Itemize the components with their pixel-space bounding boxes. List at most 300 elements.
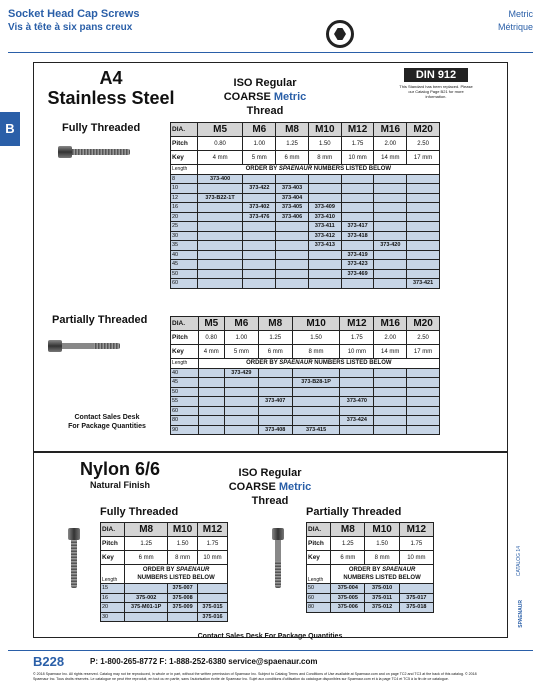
size-header: M10 <box>168 523 198 537</box>
size-header: M12 <box>340 317 374 331</box>
part-number-cell[interactable]: 373-404 <box>276 193 309 203</box>
part-number-cell[interactable]: 375-M01-1P <box>125 603 168 613</box>
part-number-cell <box>308 279 341 289</box>
key-label: Key <box>171 345 199 359</box>
part-number-cell <box>276 174 309 184</box>
footer-legal: © 2018 Spaenaur Inc. All rights reserved. Catalog may not be reproduced, in whole or in part, without the written permission of Spaenaur Inc. Subject to Catalog Terms and Conditions of Use available at Spaenaur.com and on page TC2 and TC3 at the back of this catalog. © 2018 Spaenaur Inc. Tous droits réservés. Le catalogue ne peut être reproduit, en tout ou en partie, sans l'autorisation écrite de Spaenaur Inc. Sujet aux conditions d'utilisation du catalogue disponibles sur Spaenaur.com et à la page TC4 et TC5 à la fin de ce catalogue. <box>33 672 477 681</box>
key-value: 14 mm <box>374 345 407 359</box>
part-number-cell <box>341 193 374 203</box>
key-value: 5 mm <box>243 151 276 165</box>
part-number-cell <box>308 174 341 184</box>
socket-head-icon <box>326 20 354 48</box>
part-number-cell[interactable]: 373-424 <box>340 416 374 426</box>
order-suffix: NUMBERS LISTED BELOW <box>313 166 392 173</box>
part-number-cell[interactable]: 373-407 <box>258 397 292 407</box>
part-number-cell <box>407 368 440 378</box>
nylon-title-finish: Natural Finish <box>89 480 150 490</box>
nylon-partial-pitch-row <box>307 537 434 551</box>
part-number-cell <box>276 222 309 232</box>
part-number-cell <box>374 193 407 203</box>
part-number-cell[interactable]: 373-405 <box>276 203 309 213</box>
part-number-cell <box>198 406 224 416</box>
order-prefix: ORDER BY <box>246 360 278 367</box>
a4-contact-line1: Contact Sales Desk <box>74 414 140 421</box>
table-row <box>171 250 440 260</box>
part-number-cell <box>407 406 440 416</box>
table-row <box>101 584 228 594</box>
length-label: Length <box>171 359 199 369</box>
part-number-cell[interactable]: 375-005 <box>331 593 365 603</box>
header-title-en: Socket Head Cap Screws <box>8 8 140 20</box>
order-suffix: NUMBERS LISTED BELOW <box>314 360 392 367</box>
part-number-cell[interactable]: 373-469 <box>341 269 374 279</box>
part-number-cell <box>308 269 341 279</box>
part-number-cell <box>374 279 407 289</box>
size-header: M12 <box>341 123 374 137</box>
part-number-cell <box>292 387 340 397</box>
length-value: 16 <box>101 593 125 603</box>
dia-label: DIA. <box>307 523 331 537</box>
part-number-cell[interactable]: 373-418 <box>341 231 374 241</box>
part-number-cell[interactable]: 373-402 <box>243 203 276 213</box>
part-number-cell <box>224 397 258 407</box>
key-value: 17 mm <box>407 151 440 165</box>
part-number-cell <box>243 231 276 241</box>
key-value: 14 mm <box>374 151 407 165</box>
pitch-value: 1.75 <box>399 537 433 551</box>
pitch-value: 1.50 <box>308 137 341 151</box>
part-number-cell <box>374 203 407 213</box>
length-value: 80 <box>307 603 331 613</box>
part-number-cell <box>243 269 276 279</box>
part-number-cell <box>276 250 309 260</box>
a4-partial-size-row <box>171 317 440 331</box>
part-number-cell <box>243 222 276 232</box>
part-number-cell <box>198 416 224 426</box>
header-rule <box>8 52 533 53</box>
part-number-cell <box>198 378 224 388</box>
nylon-partially-threaded-screw-icon <box>272 528 284 590</box>
part-number-cell <box>276 231 309 241</box>
order-line2: NUMBERS LISTED BELOW <box>343 575 421 581</box>
key-label: Key <box>101 551 125 565</box>
nylon-iso-spec <box>210 466 330 508</box>
length-value: 60 <box>307 593 331 603</box>
order-prefix: ORDER BY <box>348 567 381 573</box>
table-row <box>171 406 440 416</box>
part-number-cell <box>197 269 243 279</box>
part-number-cell[interactable]: 373-476 <box>243 212 276 222</box>
key-value: 4 mm <box>198 345 224 359</box>
length-value: 15 <box>101 584 125 594</box>
key-value: 6 mm <box>276 151 309 165</box>
part-number-cell <box>258 387 292 397</box>
part-number-cell <box>399 584 433 594</box>
part-number-cell[interactable]: 375-007 <box>168 584 198 594</box>
pitch-value: 1.75 <box>341 137 374 151</box>
pitch-value: 1.50 <box>365 537 399 551</box>
length-value: 20 <box>101 603 125 613</box>
table-row <box>101 612 228 622</box>
part-number-cell[interactable]: 373-420 <box>374 241 407 251</box>
part-number-cell <box>197 222 243 232</box>
size-header: M20 <box>407 123 440 137</box>
part-number-cell[interactable]: 373-419 <box>341 250 374 260</box>
part-number-cell <box>168 612 198 622</box>
part-number-cell <box>198 397 224 407</box>
part-number-cell <box>374 250 407 260</box>
pitch-label: Pitch <box>101 537 125 551</box>
part-number-cell[interactable]: 375-017 <box>399 593 433 603</box>
part-number-cell[interactable]: 375-015 <box>198 603 228 613</box>
length-value: 8 <box>171 174 198 184</box>
part-number-cell <box>276 241 309 251</box>
a4-fully-threaded-label: Fully Threaded <box>62 122 141 134</box>
part-number-cell[interactable]: 375-008 <box>168 593 198 603</box>
nylon-full-pitch-row <box>101 537 228 551</box>
part-number-cell <box>407 250 440 260</box>
part-number-cell[interactable]: 375-012 <box>365 603 399 613</box>
table-row <box>171 397 440 407</box>
pitch-value: 2.00 <box>374 331 407 345</box>
part-number-cell[interactable]: 373-412 <box>308 231 341 241</box>
part-number-cell <box>197 279 243 289</box>
part-number-cell[interactable]: 373-411 <box>308 222 341 232</box>
section-tab-b[interactable]: B <box>0 112 20 146</box>
size-header: M12 <box>198 523 228 537</box>
a4-partially-threaded-table <box>170 316 440 435</box>
part-number-cell[interactable]: 373-410 <box>308 212 341 222</box>
table-row <box>307 593 434 603</box>
a4-partial-key-row <box>171 345 440 359</box>
pitch-value: 1.25 <box>331 537 365 551</box>
pitch-value: 0.80 <box>198 331 224 345</box>
part-number-cell <box>407 269 440 279</box>
part-number-cell <box>374 212 407 222</box>
part-number-cell <box>374 406 407 416</box>
part-number-cell[interactable]: 375-010 <box>365 584 399 594</box>
part-number-cell[interactable]: 373-429 <box>224 368 258 378</box>
table-row <box>171 260 440 270</box>
nylon-iso-line: ISO Regular <box>238 467 302 479</box>
length-value: 10 <box>171 184 198 194</box>
nylon-coarse: COARSE <box>228 481 276 493</box>
table-row <box>171 368 440 378</box>
part-number-cell <box>197 203 243 213</box>
size-header: M5 <box>198 317 224 331</box>
part-number-cell[interactable]: 373-417 <box>341 222 374 232</box>
key-value: 8 mm <box>292 345 340 359</box>
part-number-cell <box>407 378 440 388</box>
part-number-cell <box>224 425 258 435</box>
part-number-cell <box>197 241 243 251</box>
a4-title <box>36 68 186 108</box>
part-number-cell <box>258 368 292 378</box>
table-row <box>171 184 440 194</box>
pitch-value: 1.25 <box>258 331 292 345</box>
pitch-value: 1.00 <box>243 137 276 151</box>
table-row <box>171 387 440 397</box>
part-number-cell <box>374 387 407 397</box>
length-value: 50 <box>171 269 198 279</box>
header-category <box>498 8 533 34</box>
nylon-full-key-row <box>101 551 228 565</box>
part-number-cell[interactable]: 373-421 <box>407 279 440 289</box>
part-number-cell <box>341 203 374 213</box>
a4-iso-line: ISO Regular <box>233 77 297 89</box>
order-note <box>331 565 434 584</box>
size-header: M12 <box>399 523 433 537</box>
pitch-label: Pitch <box>171 137 198 151</box>
part-number-cell <box>292 416 340 426</box>
key-value: 4 mm <box>197 151 243 165</box>
pitch-value: 1.00 <box>224 331 258 345</box>
pitch-value: 1.25 <box>125 537 168 551</box>
part-number-cell[interactable]: 373-415 <box>292 425 340 435</box>
table-row <box>171 203 440 213</box>
part-number-cell <box>197 260 243 270</box>
a4-contact-line2: For Package Quantities <box>68 423 146 430</box>
part-number-cell <box>374 416 407 426</box>
part-number-cell <box>407 203 440 213</box>
size-header: M20 <box>407 317 440 331</box>
part-number-cell <box>407 222 440 232</box>
order-brand: SPAENAUR <box>176 567 210 573</box>
part-number-cell <box>292 368 340 378</box>
nylon-fully-threaded-table <box>100 522 228 622</box>
order-line2: NUMBERS LISTED BELOW <box>137 575 215 581</box>
table-row <box>171 212 440 222</box>
part-number-cell <box>341 212 374 222</box>
side-margin <box>516 540 530 650</box>
length-value: 45 <box>171 260 198 270</box>
part-number-cell <box>308 260 341 270</box>
length-value: 12 <box>171 193 198 203</box>
a4-full-size-row <box>171 123 440 137</box>
part-number-cell[interactable]: 375-011 <box>365 593 399 603</box>
part-number-cell <box>258 406 292 416</box>
part-number-cell <box>407 425 440 435</box>
length-value: 55 <box>171 397 199 407</box>
part-number-cell <box>374 184 407 194</box>
table-row <box>171 174 440 184</box>
part-number-cell <box>243 174 276 184</box>
part-number-cell <box>224 416 258 426</box>
part-number-cell[interactable]: 375-006 <box>331 603 365 613</box>
footer-rule <box>8 650 533 651</box>
size-header: M10 <box>308 123 341 137</box>
part-number-cell <box>198 593 228 603</box>
table-row <box>171 269 440 279</box>
key-value: 6 mm <box>258 345 292 359</box>
part-number-cell <box>243 279 276 289</box>
part-number-cell[interactable]: 375-016 <box>198 612 228 622</box>
length-label: Length <box>101 565 125 584</box>
part-number-cell[interactable]: 373-423 <box>341 260 374 270</box>
part-number-cell <box>197 184 243 194</box>
din-badge: DIN 912 <box>404 68 468 82</box>
part-number-cell[interactable]: 373-470 <box>340 397 374 407</box>
dia-label: DIA. <box>171 317 199 331</box>
part-number-cell[interactable]: 373-409 <box>308 203 341 213</box>
a4-thread-line <box>210 90 320 118</box>
part-number-cell <box>341 184 374 194</box>
header-metric-en: Metric <box>508 9 533 19</box>
pitch-value: 0.80 <box>197 137 243 151</box>
part-number-cell <box>340 368 374 378</box>
nylon-thread-line <box>210 480 330 508</box>
key-label: Key <box>171 151 198 165</box>
length-value: 50 <box>171 387 199 397</box>
length-label: Length <box>307 565 331 584</box>
part-number-cell[interactable]: 375-004 <box>331 584 365 594</box>
part-number-cell <box>276 269 309 279</box>
key-value: 6 mm <box>125 551 168 565</box>
part-number-cell[interactable]: 373-422 <box>243 184 276 194</box>
nylon-full-size-row <box>101 523 228 537</box>
order-line1 <box>126 566 226 574</box>
part-number-cell[interactable]: 373-400 <box>197 174 243 184</box>
part-number-cell <box>374 222 407 232</box>
length-value: 60 <box>171 279 198 289</box>
part-number-cell <box>407 416 440 426</box>
part-number-cell[interactable]: 373-B28-1P <box>292 378 340 388</box>
order-note <box>125 565 228 584</box>
length-value: 45 <box>171 378 199 388</box>
part-number-cell <box>407 241 440 251</box>
part-number-cell <box>341 279 374 289</box>
key-value: 8 mm <box>168 551 198 565</box>
part-number-cell <box>125 612 168 622</box>
part-number-cell <box>224 406 258 416</box>
pitch-value: 2.50 <box>407 331 440 345</box>
table-row <box>101 603 228 613</box>
part-number-cell <box>292 397 340 407</box>
table-row <box>171 241 440 251</box>
part-number-cell <box>340 406 374 416</box>
dia-label: DIA. <box>101 523 125 537</box>
length-value: 20 <box>171 212 198 222</box>
size-header: M8 <box>276 123 309 137</box>
part-number-cell[interactable]: 375-018 <box>399 603 433 613</box>
nylon-partial-key-row <box>307 551 434 565</box>
a4-contact-note <box>52 413 162 431</box>
table-row <box>101 593 228 603</box>
length-value: 40 <box>171 368 199 378</box>
size-header: M8 <box>331 523 365 537</box>
nylon-partial-order-row <box>307 565 434 584</box>
pitch-label: Pitch <box>171 331 199 345</box>
length-value: 60 <box>171 406 199 416</box>
part-number-cell <box>243 241 276 251</box>
part-number-cell <box>308 184 341 194</box>
part-number-cell <box>407 260 440 270</box>
part-number-cell <box>198 584 228 594</box>
table-row <box>171 222 440 232</box>
header-metric-fr: Métrique <box>497 22 533 32</box>
key-value: 8 mm <box>365 551 399 565</box>
part-number-cell <box>198 425 224 435</box>
part-number-cell <box>374 368 407 378</box>
length-label: Length <box>171 165 198 175</box>
table-row <box>171 231 440 241</box>
nylon-partially-threaded-table <box>306 522 434 613</box>
part-number-cell[interactable]: 373-408 <box>258 425 292 435</box>
part-number-cell <box>224 378 258 388</box>
part-number-cell <box>243 260 276 270</box>
order-brand: SPAENAUR <box>278 166 313 173</box>
part-number-cell <box>374 397 407 407</box>
part-number-cell <box>374 231 407 241</box>
size-header: M10 <box>292 317 340 331</box>
part-number-cell <box>292 406 340 416</box>
part-number-cell[interactable]: 373-413 <box>308 241 341 251</box>
part-number-cell <box>340 378 374 388</box>
part-number-cell <box>125 584 168 594</box>
key-value: 10 mm <box>198 551 228 565</box>
nylon-full-order-row <box>101 565 228 584</box>
footer-contact[interactable]: P: 1-800-265-8772 F: 1-888-252-6380 service@spaenaur.com <box>90 657 318 666</box>
part-number-cell[interactable]: 373-406 <box>276 212 309 222</box>
key-value: 10 mm <box>340 345 374 359</box>
part-number-cell[interactable]: 373-B22-1T <box>197 193 243 203</box>
part-number-cell <box>407 397 440 407</box>
length-value: 16 <box>171 203 198 213</box>
part-number-cell <box>374 174 407 184</box>
key-value: 10 mm <box>341 151 374 165</box>
part-number-cell <box>198 368 224 378</box>
key-value: 5 mm <box>224 345 258 359</box>
part-number-cell <box>197 231 243 241</box>
table-row <box>171 416 440 426</box>
a4-full-pitch-row <box>171 137 440 151</box>
a4-fully-threaded-table <box>170 122 440 289</box>
size-header: M5 <box>197 123 243 137</box>
nylon-partial-size-row <box>307 523 434 537</box>
a4-title-grade: A4 <box>99 68 123 88</box>
part-number-cell[interactable]: 375-009 <box>168 603 198 613</box>
table-row <box>171 279 440 289</box>
part-number-cell <box>243 250 276 260</box>
a4-coarse: COARSE <box>223 91 271 103</box>
part-number-cell <box>276 279 309 289</box>
length-value: 30 <box>171 231 198 241</box>
table-row <box>307 584 434 594</box>
length-value: 40 <box>171 250 198 260</box>
key-value: 17 mm <box>407 345 440 359</box>
header-title-fr: Vis à tête à six pans creux <box>8 22 133 33</box>
pitch-value: 1.50 <box>292 331 340 345</box>
a4-full-order-row <box>171 165 440 175</box>
order-brand: SPAENAUR <box>279 360 313 367</box>
nylon-metric: Metric <box>278 481 312 493</box>
size-header: M8 <box>258 317 292 331</box>
order-note <box>198 359 439 369</box>
length-value: 25 <box>171 222 198 232</box>
part-number-cell[interactable]: 373-403 <box>276 184 309 194</box>
table-row <box>171 193 440 203</box>
size-header: M10 <box>365 523 399 537</box>
a4-partial-order-row <box>171 359 440 369</box>
size-header: M16 <box>374 317 407 331</box>
part-number-cell[interactable]: 375-002 <box>125 593 168 603</box>
order-brand: SPAENAUR <box>382 567 416 573</box>
part-number-cell <box>258 416 292 426</box>
part-number-cell <box>407 212 440 222</box>
nylon-title-material: Nylon 6/6 <box>79 459 161 479</box>
pitch-value: 2.00 <box>374 137 407 151</box>
part-number-cell <box>374 425 407 435</box>
